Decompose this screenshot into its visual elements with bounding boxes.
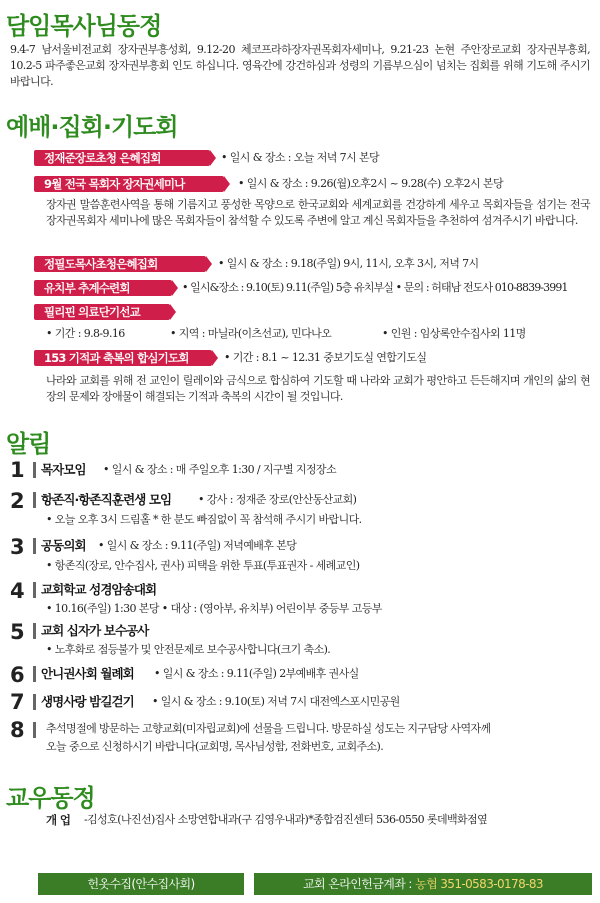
notice-title: 교회 십자가 보수공사 [41, 623, 149, 638]
event-badge-revival-jung: 정재준장로초청 은혜집회 [34, 150, 210, 166]
event-detail: • 일시 & 장소 : 오늘 저녁 7시 본당 [221, 151, 380, 164]
event-detail-period: • 기간 : 9.8-9.16 [46, 327, 125, 340]
event-badge-kindergarten-retreat: 유치부 추계수련회 [34, 280, 172, 296]
notice-detail: • 강사 : 정재준 장로(안산동산교회) [198, 493, 357, 506]
event-description: 장자권 말씀훈련사역을 통해 기름지고 풍성한 목양으로 한국교회와 세계교회를 건강하게 세우고 목회자들을 섬기는 전국장자권목회자 세미나에 많은 목회자들이 참석할 수 있도록 주변에 알고 계신 목회자들을 추천하여 섬겨주시기 바랍니다. [46, 198, 590, 227]
event-detail-members: • 인원 : 임상록안수집사외 11명 [382, 327, 526, 340]
event-badge-pastor-seminar: 9월 전국 목회자 장자권세미나 [34, 176, 224, 192]
notice-title: 공동의회 [41, 538, 86, 553]
online-offering-banner [254, 873, 592, 895]
notice-divider [33, 462, 36, 478]
notice-number: 6 [10, 663, 25, 687]
notice-detail: • 일시 & 장소 : 9.10(토) 저녁 7시 대전엑스포시민공원 [152, 695, 400, 708]
event-detail: • 기간 : 8.1 ~ 12.31 중보기도실 연합기도실 [224, 351, 427, 364]
notice-number: 3 [10, 535, 25, 559]
event-detail: • 일시&장소 : 9.10(토) 9.11(주일) 5층 유치부실 • 문의 : 허태남 전도사 010-8839-3991 [182, 281, 568, 294]
clothes-collection-banner: 헌옷수집(안수집사회) [38, 873, 244, 895]
notice-number: 2 [10, 489, 25, 513]
notice-number: 1 [10, 458, 25, 482]
notice-number: 8 [10, 718, 25, 742]
notice-number: 4 [10, 579, 25, 603]
notice-divider [33, 694, 36, 710]
event-detail: • 일시 & 장소 : 9.18(주일) 9시, 11시, 오후 3시, 저녁 7시 [218, 257, 479, 270]
offering-account-label: 교회 온라인헌금계좌 : [303, 877, 416, 891]
event-detail: • 일시 & 장소 : 9.26(월)오후2시 ~ 9.28(수) 오후2시 본당 [238, 177, 503, 190]
notice-detail: • 일시 & 장소 : 9.11(주일) 2부예배후 권사실 [154, 667, 359, 680]
section-heading-worship: 예배·집회·기도회 [6, 113, 178, 141]
event-detail-region: • 지역 : 마닐라(이츠선교), 민다나오 [170, 327, 332, 340]
event-badge-revival-pildo: 정필도목사초청은혜집회 [34, 256, 206, 272]
notice-detail: • 일시 & 장소 : 매 주일오후 1:30 / 지구별 지정장소 [103, 463, 336, 476]
section-heading-pastor: 담임목사님동정 [6, 12, 162, 40]
notice-sub: • 오늘 오후 3시 드림홀 * 한 분도 빠짐없이 꼭 참석해 주시기 바랍니다. [46, 513, 362, 526]
notice-title: 목자모임 [41, 462, 86, 477]
notice-detail: • 일시 & 장소 : 9.11(주일) 저녁예배후 본당 [98, 539, 297, 552]
offering-account-number: 농협 351-0583-0178-83 [415, 877, 543, 891]
notice-divider [33, 538, 36, 554]
notice-number: 5 [10, 620, 25, 644]
notice-divider [33, 582, 36, 598]
notice-title: 생명사랑 밤길걷기 [41, 694, 134, 709]
event-badge-philippines-mission: 필리핀 의료단기선교 [34, 304, 170, 320]
event-badge-153-prayer: 153 기적과 축복의 합심기도회 [34, 350, 212, 366]
notice-divider [33, 492, 36, 508]
notice-title: 항존직·항존직훈련생 모임 [41, 492, 172, 507]
notice-sub: • 10.16(주일) 1:30 본당 • 대상 : (영아부, 유치부) 어린이부 중등부 고등부 [46, 602, 382, 615]
notice-number: 7 [10, 690, 25, 714]
notice-body: 오늘 중으로 신청하시기 바랍니다(교회명, 목사님성함, 전화번호, 교회주소). [46, 740, 384, 753]
event-description: 나라와 교회를 위해 전 교인이 릴레이와 금식으로 합심하여 기도할 때 나라와 교회가 평안하고 든든해지며 개인의 삶의 현장의 문제와 장애물이 해결되는 기적과 축복의 시간이 될 것입니다. [46, 374, 590, 403]
notice-sub: • 항존직(장로, 안수집사, 권사) 피택을 위한 투표(투표권자 - 세례교인) [46, 559, 360, 572]
notice-divider [33, 666, 36, 682]
pastor-news-text: 9.4-7 남서울비전교회 장자권부흥성회, 9.12-20 체코프라하장자권목회자세미나, 9.21-23 논현 주안장로교회 장자권부흥회, 10.2-5 파주좋은교회 장자권부흥회 인도 하십니다. 영육간에 강건하심과 성령의 기름부으심이 넘치는 집회를 위해 기도해 주시기 바랍니다. [10, 43, 590, 88]
notice-sub: • 노후화로 점등불가 및 안전문제로 보수공사합니다(크기 축소). [46, 643, 331, 656]
section-heading-notices: 알림 [6, 430, 51, 458]
notice-title: 안니권사회 월례회 [41, 666, 134, 681]
members-label: 개 업 [46, 813, 71, 827]
notice-body: 추석명절에 방문하는 고향교회(미자립교회)에 선물을 드립니다. 방문하실 성도는 지구담당 사역자께 [46, 722, 491, 735]
notice-title: 교회학교 성경암송대회 [41, 582, 157, 597]
notice-divider [33, 722, 36, 738]
notice-divider [33, 623, 36, 639]
members-text: -김성호(나진선)집사 소망연합내과(구 김영우내과)*종합검진센터 536-0550 롯데백화점옆 [84, 813, 488, 826]
section-heading-members: 교우동정 [6, 784, 95, 812]
